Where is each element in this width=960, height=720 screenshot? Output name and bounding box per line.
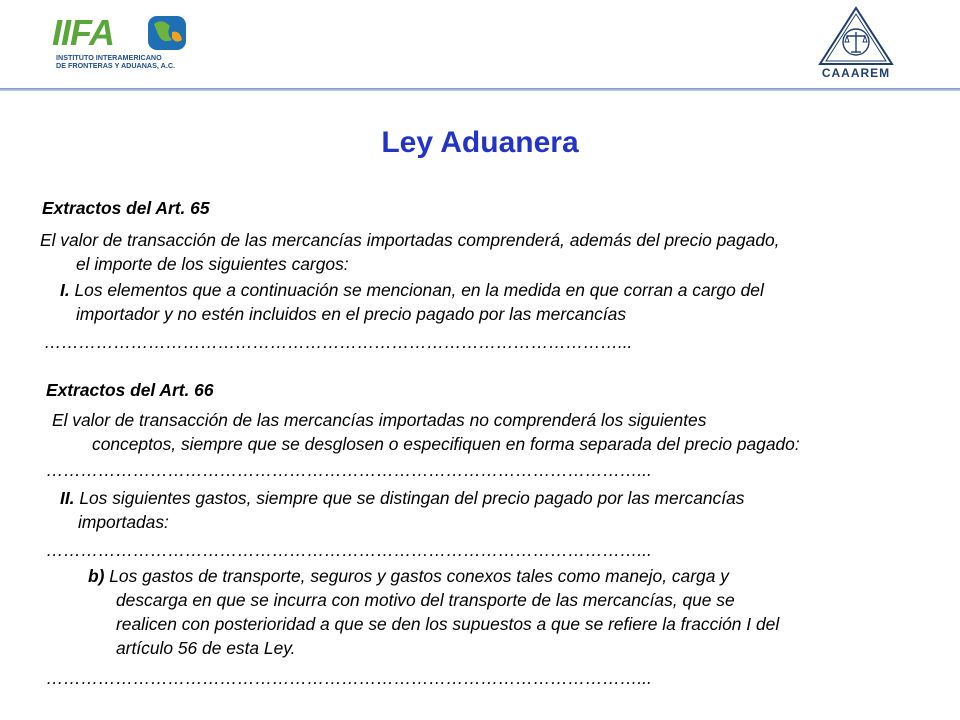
header-divider: [0, 88, 960, 91]
art66-item-line1: [60, 486, 744, 510]
art65-item-line1: [60, 278, 764, 302]
art66-subitem-text: Los gastos de transporte, seguros y gastos conexos tales como manejo, carga y: [104, 566, 729, 586]
art66-subitem-line1: [88, 564, 729, 588]
caaarem-logo-mark: CAAAREM: [821, 66, 891, 80]
art66-ellipsis-3: …………………………………………………………………………………………...: [46, 668, 652, 688]
art66-heading: Extractos del Art. 66: [46, 380, 214, 400]
iifa-subtitle-line2: DE FRONTERAS Y ADUANAS, A.C.: [56, 61, 176, 70]
art65-item-line2: importador y no estén incluidos en el precio pagado por las mercancías: [76, 304, 627, 324]
globe-icon: [146, 14, 188, 52]
caaarem-logo: [796, 4, 916, 80]
art65-item-number: I.: [60, 280, 70, 300]
art66-ellipsis-2: …………………………………………………………………………………………...: [46, 540, 652, 560]
iifa-logo: [52, 12, 192, 74]
art66-subitem-line3: realicen con posterioridad a que se den los supuestos a que se refiere la fracción I del: [116, 614, 780, 634]
art66-item-number: II.: [60, 488, 75, 508]
page-title: Ley Aduanera: [381, 126, 579, 159]
art66-item-text: Los siguientes gastos, siempre que se distingan del precio pagado por las mercancías: [74, 488, 745, 508]
art66-subitem-letter: b): [88, 566, 105, 586]
art66-ellipsis-1: …………………………………………………………………………………………...: [46, 460, 652, 480]
iifa-logo-subtitle: [56, 54, 175, 70]
art66-subitem-line2: descarga en que se incurra con motivo del transporte de las mercancías, que se: [116, 590, 735, 610]
art65-item-text: Los elementos que a continuación se mencionan, en la medida en que corran a cargo del: [69, 280, 764, 300]
art65-paragraph-line2: el importe de los siguientes cargos:: [76, 254, 349, 274]
art65-ellipsis: ………………………………………………………………………………………...: [44, 332, 633, 352]
iifa-logo-mark: IIFA: [52, 12, 115, 53]
art66-item-line2: importadas:: [78, 512, 169, 532]
art66-paragraph-line1: El valor de transacción de las mercancías importadas no comprenderá los siguientes: [52, 410, 707, 430]
art66-paragraph-line2: conceptos, siempre que se desglosen o especifiquen en forma separada del precio pagado:: [92, 434, 800, 454]
scales-triangle-icon: [818, 6, 894, 66]
iifa-subtitle-line1: INSTITUTO INTERAMERICANO: [56, 53, 162, 62]
art66-subitem-line4: artículo 56 de esta Ley.: [116, 638, 296, 658]
art65-paragraph-line1: El valor de transacción de las mercancías importadas comprenderá, además del precio pagado,: [40, 230, 780, 250]
art65-heading: Extractos del Art. 65: [42, 198, 210, 218]
